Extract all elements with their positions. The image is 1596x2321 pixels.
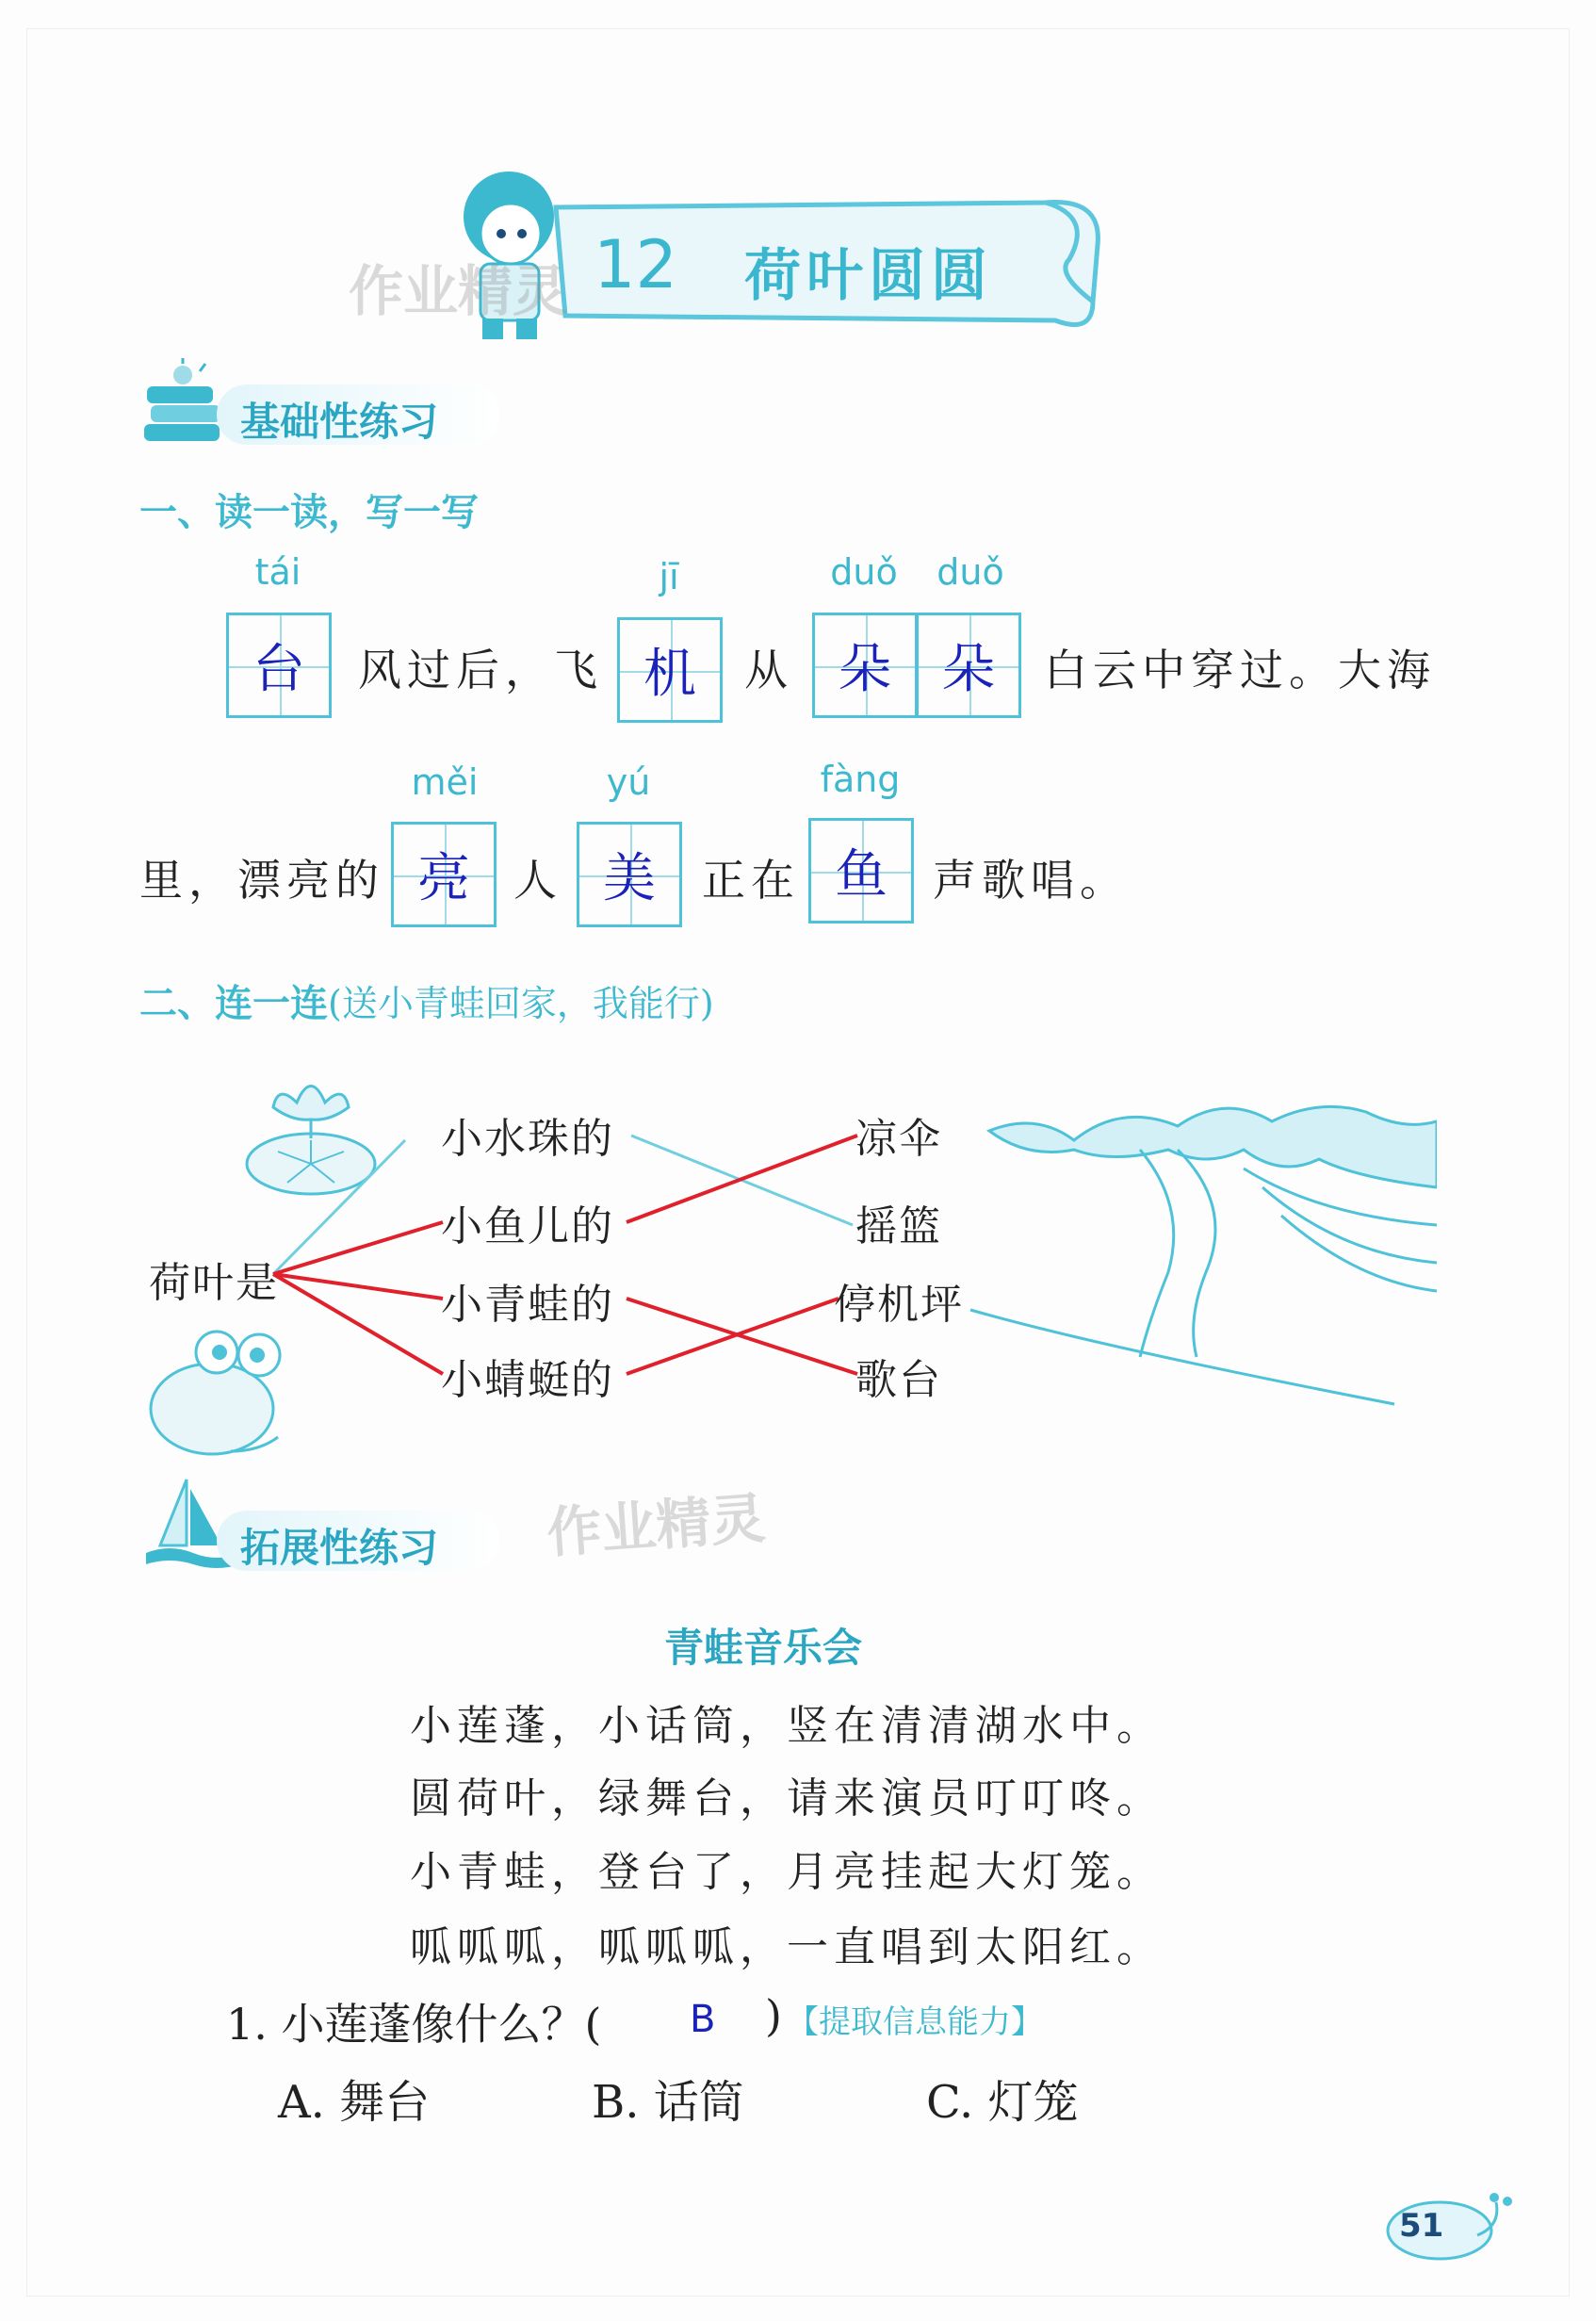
- basic-section-label: 基础性练习: [240, 399, 439, 445]
- answer-box-3[interactable]: 朵: [812, 613, 918, 718]
- answer-box-7[interactable]: 鱼: [808, 818, 914, 923]
- lesson-title: 荷叶圆圆: [744, 243, 993, 309]
- row2-text-before: 里，漂亮的: [139, 855, 384, 906]
- option-b[interactable]: B. 话筒: [592, 2076, 744, 2129]
- answer-box-2[interactable]: 机: [617, 617, 723, 723]
- left-item-2[interactable]: 小鱼儿的: [441, 1202, 614, 1250]
- poem-line-2: 圆荷叶，绿舞台，请来演员叮叮咚。: [410, 1774, 1164, 1822]
- pinyin-4: duǒ: [936, 551, 1004, 593]
- question-1-prefix: 1. 小莲蓬像什么？(: [226, 1999, 602, 2050]
- poem-line-4: 呱呱呱，呱呱呱，一直唱到太阳红。: [410, 1923, 1164, 1971]
- watermark-mid: 作业精灵: [545, 1485, 768, 1565]
- poem-title: 青蛙音乐会: [664, 1625, 863, 1671]
- option-a[interactable]: A. 舞台: [278, 2076, 431, 2129]
- ability-tag: 【提取信息能力】: [787, 2003, 1043, 2041]
- row1-text-2: 从: [744, 645, 793, 695]
- right-item-4[interactable]: 歌台: [855, 1356, 942, 1404]
- row2-text-2: 正在: [702, 855, 800, 906]
- left-item-4[interactable]: 小蜻蜓的: [441, 1356, 614, 1404]
- pinyin-3: duǒ: [830, 551, 898, 593]
- row1-text-1: 风过后，飞: [358, 645, 603, 695]
- left-item-3[interactable]: 小青蛙的: [441, 1281, 614, 1329]
- right-item-2[interactable]: 摇篮: [855, 1202, 942, 1250]
- match-line-3: [273, 1274, 443, 1374]
- q2-subheading: (送小青蛙回家，我能行): [328, 983, 714, 1024]
- option-c[interactable]: C. 灯笼: [926, 2076, 1079, 2129]
- answer-box-5[interactable]: 亮: [391, 822, 497, 927]
- pinyin-5: měi: [411, 761, 479, 803]
- right-item-1[interactable]: 凉伞: [855, 1115, 942, 1163]
- answer-box-4[interactable]: 朵: [916, 613, 1021, 718]
- pinyin-1: tái: [254, 551, 301, 593]
- page-number: 51: [1399, 2207, 1444, 2245]
- question-1-answer[interactable]: B: [690, 1998, 716, 2041]
- row2-text-1: 人: [513, 855, 562, 906]
- q2-heading-text: 二、连一连: [139, 982, 328, 1025]
- center-label: 荷叶是: [149, 1259, 279, 1307]
- answer-box-6[interactable]: 美: [577, 822, 682, 927]
- row1-text-3: 白云中穿过。大海: [1044, 645, 1436, 695]
- q1-heading: 一、读一读，写一写: [139, 491, 479, 534]
- question-1-suffix: ): [765, 1990, 782, 2041]
- extended-section-label: 拓展性练习: [240, 1525, 439, 1571]
- answer-box-1[interactable]: 台: [226, 613, 332, 718]
- poem-line-1: 小莲蓬，小话筒，竖在清清湖水中。: [410, 1702, 1164, 1750]
- row2-text-3: 声歌唱。: [933, 855, 1129, 906]
- poem-line-3: 小青蛙，登台了，月亮挂起大灯笼。: [410, 1848, 1164, 1896]
- right-item-3[interactable]: 停机坪: [834, 1281, 964, 1329]
- left-item-1[interactable]: 小水珠的: [441, 1115, 614, 1163]
- pinyin-2: jī: [659, 556, 679, 597]
- match-line-2: [273, 1274, 443, 1299]
- lesson-number: 12: [594, 226, 678, 303]
- watermark-top: 作业精灵: [349, 259, 568, 323]
- pinyin-6: yú: [606, 761, 651, 803]
- pinyin-7: fàng: [820, 759, 901, 800]
